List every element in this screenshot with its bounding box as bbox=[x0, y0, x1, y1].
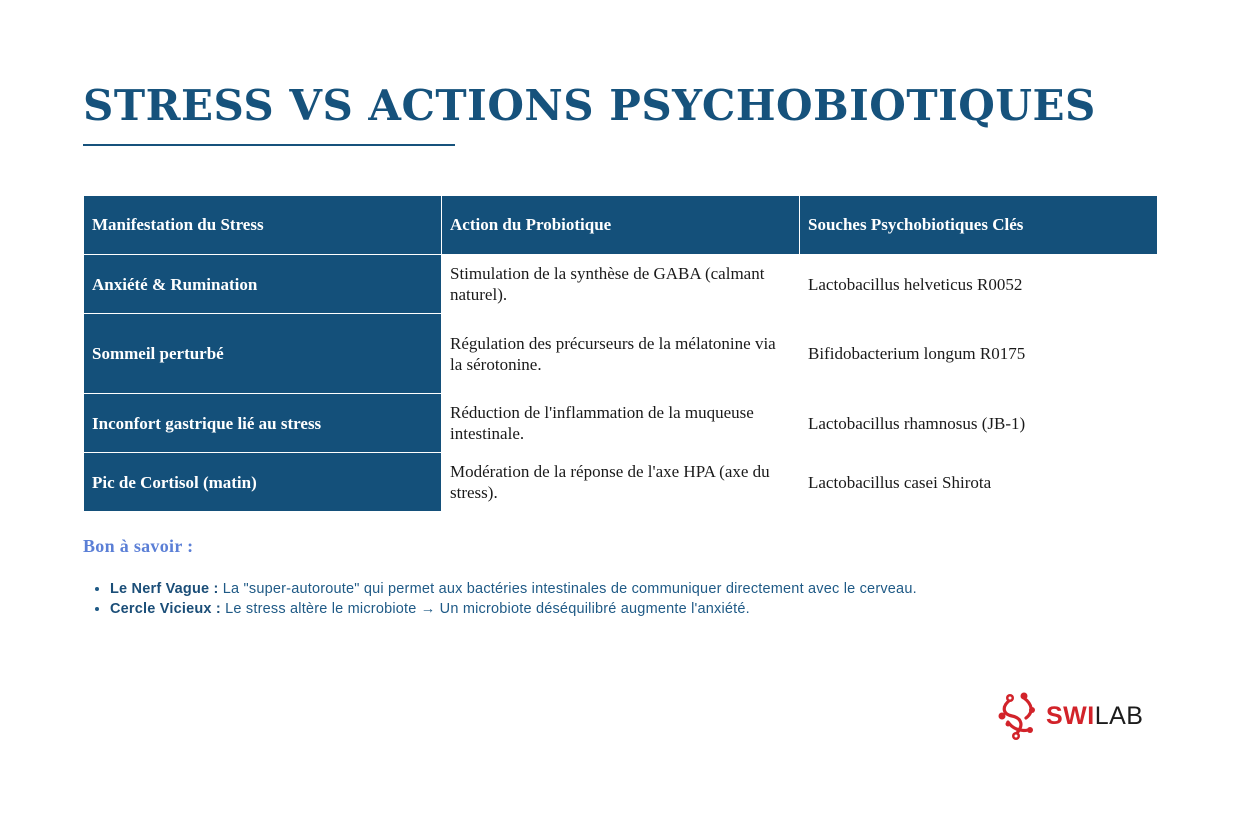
cell-action: Réduction de l'inflammation de la muqueuse intestinale. bbox=[442, 394, 800, 453]
stress-table bbox=[83, 195, 1158, 512]
page-title: STRESS VS ACTIONS PSYCHOBIOTIQUES bbox=[83, 81, 1096, 130]
notes-heading: Bon à savoir : bbox=[83, 536, 194, 556]
cell-souche: Lactobacillus helveticus R0052 bbox=[800, 255, 1158, 314]
cell-manifestation: Sommeil perturbé bbox=[84, 314, 442, 394]
note-label: Le Nerf Vague : bbox=[110, 581, 219, 597]
note-text: La "super-autoroute" qui permet aux bactéries intestinales de communiquer directement avec le cerveau. bbox=[218, 581, 917, 597]
note-label: Cercle Vicieux : bbox=[110, 600, 221, 617]
cell-action: Régulation des précurseurs de la mélatonine via la sérotonine. bbox=[442, 314, 800, 394]
table-row bbox=[84, 255, 1158, 314]
table-row bbox=[84, 453, 1158, 512]
header-manifestation: Manifestation du Stress bbox=[84, 196, 442, 255]
molecule-logo-icon bbox=[998, 690, 1042, 742]
table-row bbox=[84, 394, 1158, 453]
cell-manifestation: Inconfort gastrique lié au stress bbox=[84, 394, 442, 453]
header-souches: Souches Psychobiotiques Clés bbox=[800, 196, 1158, 255]
swilab-logo bbox=[998, 688, 1158, 744]
title-underline bbox=[83, 144, 455, 146]
logo-wordmark bbox=[1046, 701, 1144, 730]
notes-list bbox=[92, 580, 917, 619]
cell-souche: Bifidobacterium longum R0175 bbox=[800, 314, 1158, 394]
cell-action: Stimulation de la synthèse de GABA (calmant naturel). bbox=[442, 255, 800, 314]
cell-action: Modération de la réponse de l'axe HPA (axe du stress). bbox=[442, 453, 800, 512]
logo-text-lab: LAB bbox=[1094, 701, 1144, 730]
cell-manifestation: Pic de Cortisol (matin) bbox=[84, 453, 442, 512]
list-item bbox=[110, 580, 917, 600]
cell-manifestation: Anxiété & Rumination bbox=[84, 255, 442, 314]
cell-souche: Lactobacillus casei Shirota bbox=[800, 453, 1158, 512]
logo-text-swi: SWI bbox=[1046, 701, 1095, 730]
header-action: Action du Probiotique bbox=[442, 196, 800, 255]
table-row bbox=[84, 314, 1158, 394]
list-item bbox=[110, 600, 917, 620]
table-header-row bbox=[84, 196, 1158, 255]
note-text: Le stress altère le microbiote → Un microbiote déséquilibré augmente l'anxiété. bbox=[220, 600, 750, 617]
cell-souche: Lactobacillus rhamnosus (JB-1) bbox=[800, 394, 1158, 453]
